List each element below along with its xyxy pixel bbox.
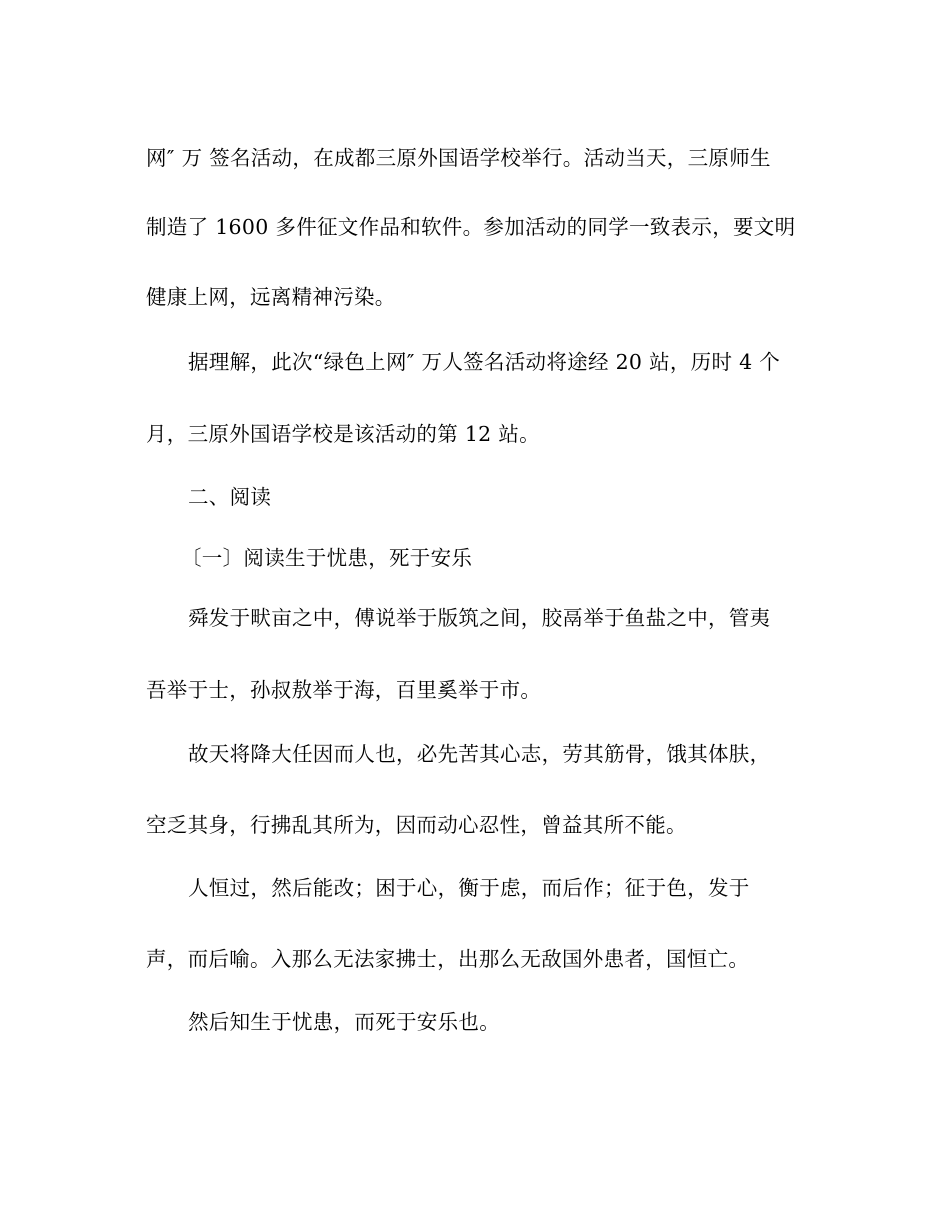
paragraph-line: 空乏其身，行拂乱其所为，因而动心忍性，曾益其所不能。 xyxy=(146,813,687,837)
section-heading: 二、阅读 xyxy=(188,485,272,509)
paragraph-line: 据理解，此次“绿色上网″ 万人签名活动将途经 20 站，历时 4 个 xyxy=(188,350,781,374)
paragraph-line: 舜发于畎亩之中，傅说举于版筑之间，胶鬲举于鱼盐之中，管夷 xyxy=(188,606,771,630)
paragraph-line: 月，三原外国语学校是该活动的第 12 站。 xyxy=(146,422,540,446)
subsection-heading: 〔一〕阅读生于忧患，死于安乐 xyxy=(181,546,473,570)
paragraph-line: 吾举于士，孙叔敖举于海，百里奚举于市。 xyxy=(146,678,542,702)
paragraph-line: 网″ 万 签名活动，在成都三原外国语学校举行。活动当天，三原师生 xyxy=(146,146,771,170)
paragraph-line: 故天将降大任因而人也，必先苦其心志，劳其筋骨，饿其体肤， xyxy=(188,742,771,766)
paragraph-line: 人恒过，然后能改；困于心，衡于虑，而后作；征于色，发于 xyxy=(188,876,750,900)
paragraph-line: 然后知生于忧患，而死于安乐也。 xyxy=(188,1010,500,1034)
paragraph-line: 制造了 1600 多件征文作品和软件。参加活动的同学一致表示，要文明 xyxy=(146,215,796,239)
paragraph-line: 健康上网，远离精神污染。 xyxy=(146,285,396,309)
paragraph-line: 声，而后喻。入那么无法家拂士，出那么无敌国外患者，国恒亡。 xyxy=(146,947,750,971)
